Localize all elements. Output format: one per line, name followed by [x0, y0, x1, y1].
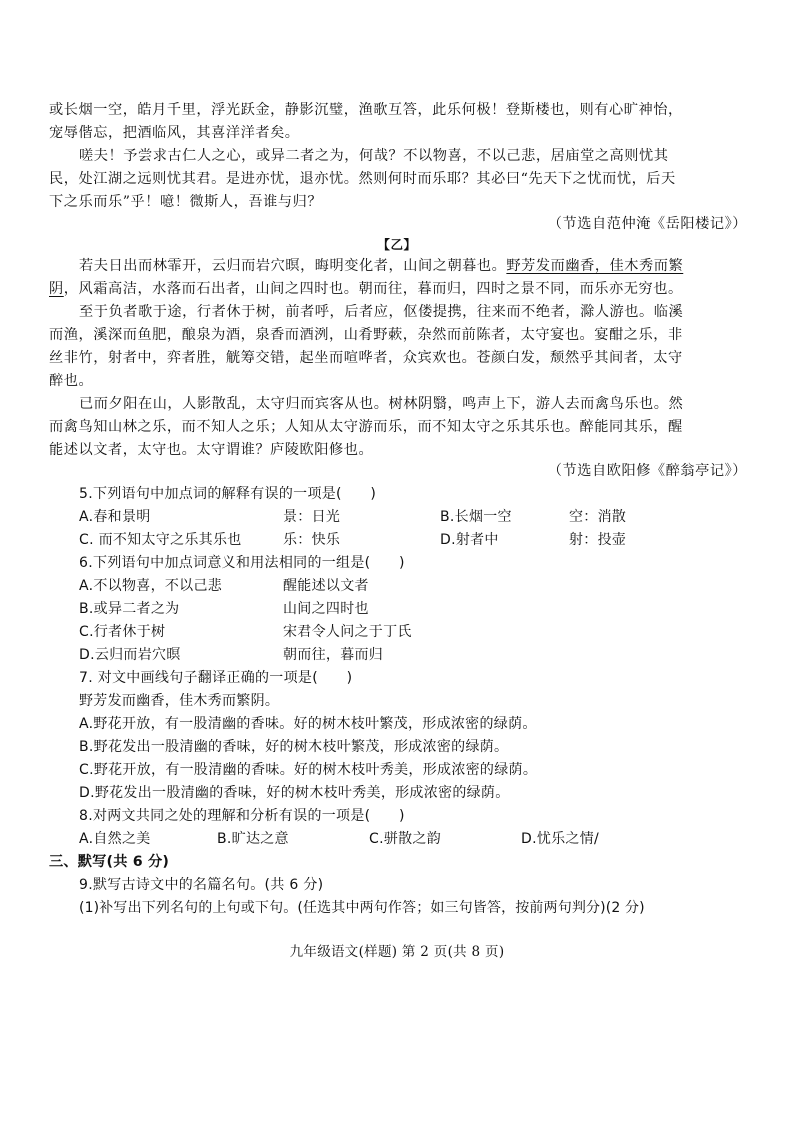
passage-b-heading: 【乙】 [377, 237, 417, 252]
passage-a-line-1: 或长烟一空，皓月千里，浮光跃金，静影沉璧，渔歌互答，此乐何极！登斯楼也，则有心旷神怡， [49, 102, 683, 118]
question-7-option-b: B.野花发出一股清幽的香味，好的树木枝叶繁茂，形成浓密的绿荫。 [79, 739, 509, 755]
passage-a-source: （节选自范仲淹《岳阳楼记》） [547, 216, 747, 232]
question-5-option-c-note: 乐：快乐 [283, 532, 341, 548]
passage-b-line-6: 醉也。 [49, 373, 94, 389]
question-7-option-a: A.野花开放，有一股清幽的香味。好的树木枝叶繁茂，形成浓密的绿荫。 [79, 716, 537, 732]
passage-b-source: （节选自欧阳修《醉翁亭记》） [547, 463, 747, 479]
question-8-option-d: D.忧乐之情/ [521, 831, 600, 847]
question-5-option-d-note: 射：投壶 [569, 532, 627, 548]
passage-a-line-2: 宠辱偕忘，把酒临风，其喜洋洋者矣。 [49, 125, 300, 141]
question-6-option-c-right: 宋君令人问之于丁氏 [283, 624, 412, 640]
question-9-part-1: (1)补写出下列名句的上句或下句。(任选其中两句作答；如三句皆答，按前两句判分)(2 分) [79, 900, 645, 916]
passage-a-line-4: 民，处江湖之远则忧其君。是进亦忧，退亦忧。然则何时而乐耶？其必曰“先天下之忧而忧，后天 [49, 171, 676, 187]
question-6-stem: 6.下列语句中加点词意义和用法相同的一组是( ) [79, 555, 405, 571]
question-6-option-d-right: 朝而往，暮而归 [283, 647, 384, 663]
question-6-option-a-right: 醒能述以文者 [283, 578, 369, 594]
passage-b-line-9: 能述以文者，太守也。太守谓谁？庐陵欧阳修也。 [49, 442, 374, 458]
question-7-option-c: C.野花开放，有一股清幽的香味。好的树木枝叶秀美，形成浓密的绿荫。 [79, 762, 538, 778]
question-8-stem: 8.对两文共同之处的理解和分析有误的一项是( ) [79, 808, 405, 824]
question-5-option-a-note: 景：日光 [283, 509, 341, 525]
question-6-option-c-left: C.行者休于树 [79, 624, 166, 640]
question-5-stem: 5.下列语句中加点词的解释有误的一项是( ) [79, 486, 377, 502]
underlined-sentence-part-1: 野芳发而幽香，佳木秀而繁 [506, 258, 684, 274]
page-footer: 九年级语文(样题) 第 2 页(共 8 页) [289, 944, 505, 960]
question-8-option-a: A.自然之美 [79, 831, 151, 847]
question-6-option-d-left: D.云归而岩穴暝 [79, 647, 181, 663]
question-5-option-b: B.长烟一空 [440, 509, 512, 525]
question-6-option-a-left: A.不以物喜，不以己悲 [79, 578, 223, 594]
passage-b-line-3: 至于负者歌于途，行者休于树，前者呼，后者应，伛偻提携，往来而不绝者，滁人游也。临溪 [79, 304, 684, 320]
question-8-option-c: C.骈散之韵 [369, 831, 442, 847]
question-5-option-a: A.春和景明 [79, 509, 151, 525]
underlined-sentence-part-2: 阴 [49, 281, 64, 297]
question-5-option-b-note: 空：消散 [569, 509, 627, 525]
passage-b-line-4: 而渔，溪深而鱼肥，酿泉为酒，泉香而酒洌，山肴野蔌，杂然而前陈者，太守宴也。宴酣之乐，非 [49, 327, 683, 343]
passage-b-line-7: 已而夕阳在山，人影散乱，太守归而宾客从也。树林阴翳，鸣声上下，游人去而禽鸟乐也。然 [79, 396, 684, 412]
passage-b-line-1 [79, 255, 747, 277]
passage-b-line-2 [49, 278, 747, 300]
question-7-sentence: 野芳发而幽香，佳木秀而繁阴。 [79, 693, 280, 709]
passage-b-line-1-text: 若夫日出而林霏开，云归而岩穴暝，晦明变化者，山间之朝暮也。 [79, 258, 507, 274]
passage-b-line-8: 而禽鸟知山林之乐，而不知人之乐；人知从太守游而乐，而不知太守之乐其乐也。醉能同其乐，醒 [49, 419, 683, 435]
question-8-option-b: B.旷达之意 [217, 831, 289, 847]
section-3-heading: 三、默写(共 6 分) [49, 854, 170, 870]
question-7-option-d: D.野花发出一股清幽的香味，好的树木枝叶秀美，形成浓密的绿荫。 [79, 785, 510, 801]
passage-b-line-2-text: ，风霜高洁，水落而石出者，山间之四时也。朝而往，暮而归，四时之景不同，而乐亦无穷也。 [63, 281, 683, 297]
passage-b-line-5: 丝非竹，射者中，弈者胜，觥筹交错，起坐而喧哗者，众宾欢也。苍颜白发，颓然乎其间者，太守 [49, 350, 683, 366]
question-6-option-b-left: B.或异二者之为 [79, 601, 180, 617]
passage-a-line-5: 下之乐而乐”乎！噫！微斯人，吾谁与归？ [49, 194, 323, 210]
passage-a-line-3: 嗟夫！予尝求古仁人之心，或异二者之为，何哉？不以物喜，不以己悲，居庙堂之高则忧其 [79, 148, 669, 164]
question-7-stem: 7. 对文中画线句子翻译正确的一项是( ) [79, 670, 353, 686]
question-5-option-c: C. 而不知太守之乐其乐也 [79, 532, 242, 548]
question-5-option-d: D.射者中 [440, 532, 499, 548]
question-6-option-b-right: 山间之四时也 [283, 601, 369, 617]
question-9-stem: 9.默写古诗文中的名篇名句。(共 6 分) [79, 877, 324, 893]
